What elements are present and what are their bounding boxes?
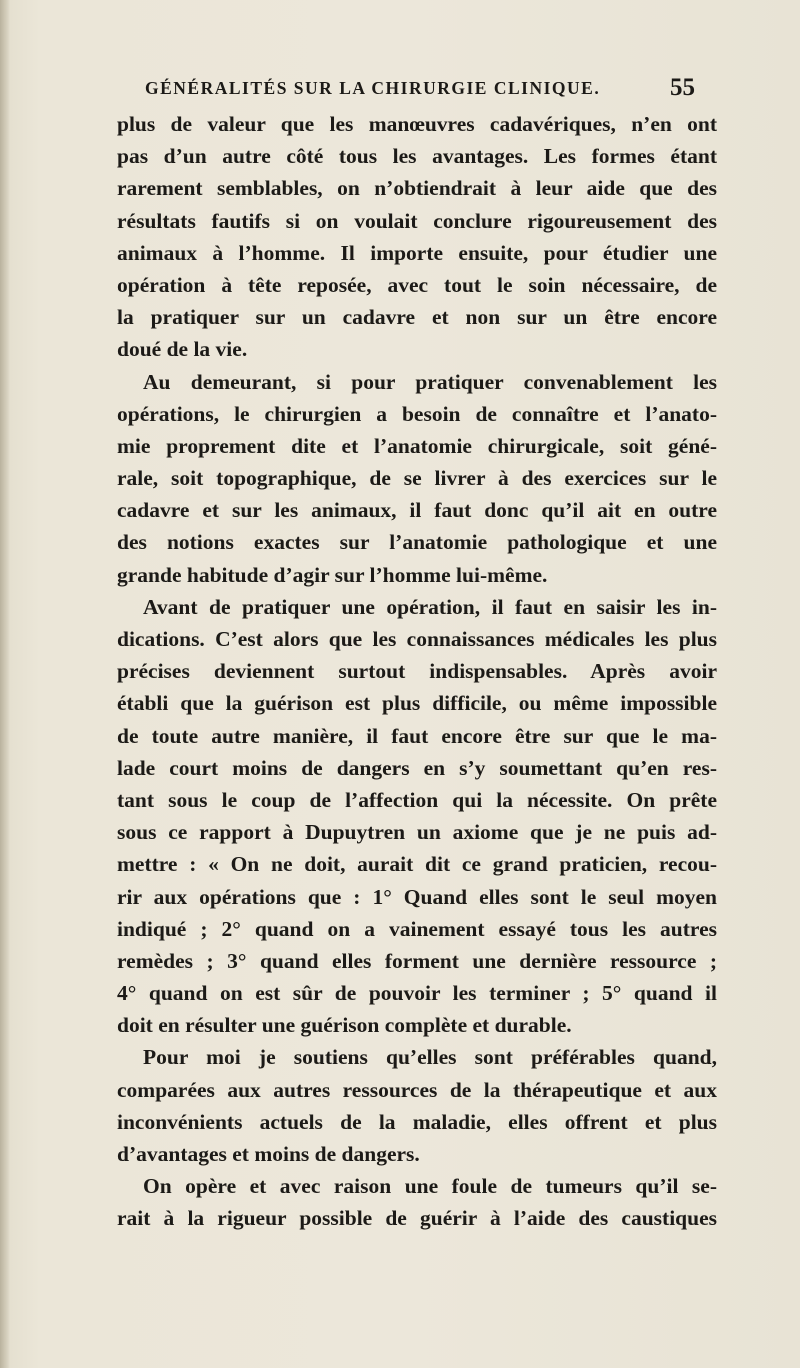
text-line: plus de valeur que les manœuvres cadavériques, n’en ont (117, 112, 717, 136)
text-line: Pour moi je soutiens qu’elles sont préférables quand, (143, 1045, 717, 1070)
text-line: opération à tête reposée, avec tout le soin nécessaire, de (117, 272, 717, 297)
text-line: animaux à l’homme. Il importe ensuite, pour étudier une (117, 240, 717, 265)
text-line: lade court moins de dangers en s’y soumettant qu’en res- (117, 755, 717, 780)
text-line: doit en résulter une guérison complète et durable. (117, 1013, 572, 1038)
running-head (145, 74, 695, 108)
text-line: mettre : « On ne doit, aurait dit ce grand praticien, recou- (117, 852, 717, 877)
text-line: comparées aux autres ressources de la thérapeutique et aux (117, 1077, 717, 1102)
text-line: On opère et avec raison une foule de tumeurs qu’il se- (143, 1174, 717, 1199)
running-title: GÉNÉRALITÉS SUR LA CHIRURGIE CLINIQUE. (145, 78, 601, 98)
text-line: pas d’un autre côté tous les avantages. Les formes étant (117, 144, 717, 169)
text-line: rarement semblables, on n’obtiendrait à leur aide que des (117, 176, 717, 201)
text-line: indiqué ; 2° quand on a vainement essayé tous les autres (117, 916, 717, 941)
text-line: rait à la rigueur possible de guérir à l’aide des caustiques (117, 1206, 717, 1231)
text-line: tant sous le coup de l’affection qui la nécessite. On prête (117, 787, 717, 812)
text-line: Au demeurant, si pour pratiquer convenablement les (143, 369, 717, 394)
text-line: sous ce rapport à Dupuytren un axiome que je ne puis ad- (117, 820, 717, 845)
text-line: 4° quand on est sûr de pouvoir les terminer ; 5° quand il (117, 981, 717, 1006)
text-line: des notions exactes sur l’anatomie pathologique et une (117, 530, 717, 555)
text-line: résultats fautifs si on voulait conclure rigoureusement des (117, 208, 717, 233)
text-line: de toute autre manière, il faut encore être sur que le ma- (117, 723, 717, 748)
text-line: Avant de pratiquer une opération, il faut en saisir les in- (143, 594, 717, 619)
page-binding-edge (0, 0, 10, 1368)
body-text (117, 108, 717, 1235)
text-line: remèdes ; 3° quand elles forment une dernière ressource ; (117, 948, 717, 973)
text-line: cadavre et sur les animaux, il faut donc qu’il ait en outre (117, 498, 717, 523)
text-line: opérations, le chirurgien a besoin de connaître et l’anato- (117, 401, 717, 426)
text-line: d’avantages et moins de dangers. (117, 1142, 420, 1166)
text-line: précises deviennent surtout indispensables. Après avoir (117, 659, 717, 684)
text-line: dications. C’est alors que les connaissances médicales les plus (117, 627, 717, 651)
text-line: grande habitude d’agir sur l’homme lui-même. (117, 562, 548, 587)
text-line: rir aux opérations que : 1° Quand elles sont le seul moyen (117, 884, 717, 909)
text-line: inconvénients actuels de la maladie, elles offrent et plus (117, 1109, 717, 1134)
text-line: doué de la vie. (117, 337, 248, 362)
text-line: rale, soit topographique, de se livrer à des exercices sur le (117, 466, 717, 491)
text-line: mie proprement dite et l’anatomie chirurgicale, soit géné- (117, 433, 717, 458)
text-line: la pratiquer sur un cadavre et non sur un être encore (117, 305, 717, 330)
text-line: établi que la guérison est plus difficile, ou même impossible (117, 691, 717, 716)
page-number: 55 (670, 74, 695, 101)
